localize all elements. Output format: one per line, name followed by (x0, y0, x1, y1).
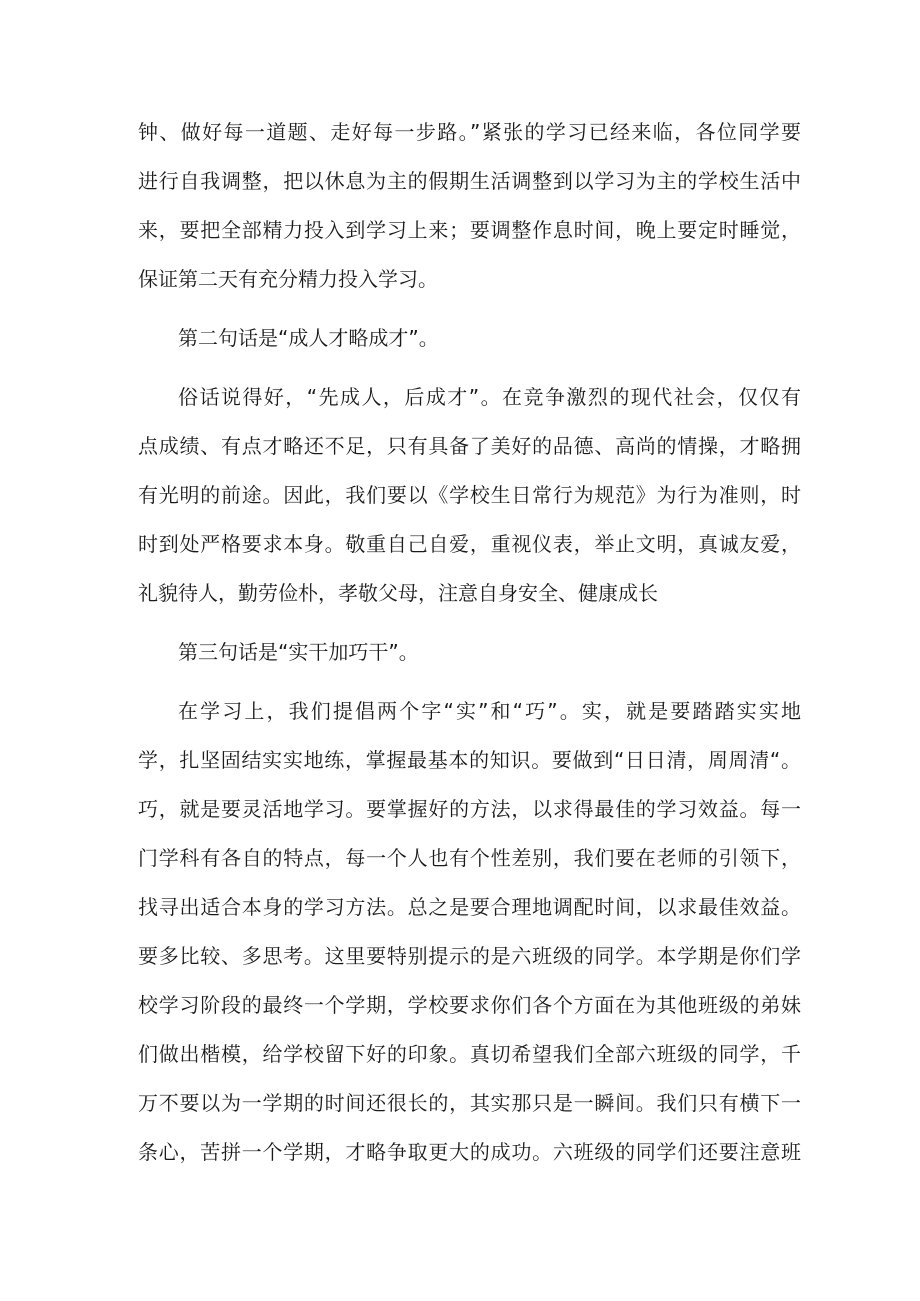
text-line: 学，扎坚固结实实地练，掌握最基本的知识。要做到“日日清，周周清“。 (138, 748, 801, 772)
text-line: 俗话说得好，“先成人，后成才”。在竞争激烈的现代社会，仅仅有 (178, 385, 801, 409)
text-line: 门学科有各自的特点，每一个人也有个性差别，我们要在老师的引领下， (138, 846, 801, 870)
paragraph (138, 314, 801, 363)
paragraph (138, 373, 801, 618)
text-line: 点成绩、有点才略还不足，只有具备了美好的品德、高尚的情操，才略拥 (138, 434, 801, 458)
text-line: 有光明的前途。因此，我们要以《学校生日常行为规范》为行为准则，时 (138, 483, 801, 507)
text-line: 条心，苦拼一个学期，才略争取更大的成功。六班级的同学们还要注意班 (138, 1140, 801, 1164)
text-line: 钟、做好每一道题、走好每一步路。”紧张的学习已经来临，各位同学要 (138, 120, 801, 144)
text-line: 校学习阶段的最终一个学期，学校要求你们各个方面在为其他班级的弟妹 (138, 993, 801, 1017)
text-line: 来，要把全部精力投入到学习上来；要调整作息时间，晚上要定时睡觉， (138, 218, 801, 242)
text-line: 找寻出适合本身的学习方法。总之是要合理地调配时间，以求最佳效益。 (138, 895, 801, 919)
paragraph (138, 687, 801, 1177)
text-line: 礼貌待人，勤劳俭朴，孝敬父母，注意自身安全、健康成长 (138, 581, 658, 605)
paragraph (138, 628, 801, 677)
text-line: 进行自我调整，把以休息为主的假期生活调整到以学习为主的学校生活中 (138, 169, 801, 193)
text-line: 万不要以为一学期的时间还很长的，其实那只是一瞬间。我们只有横下一 (138, 1091, 801, 1115)
paragraph (138, 108, 801, 304)
text-line: 巧，就是要灵活地学习。要掌握好的方法，以求得最佳的学习效益。每一 (138, 797, 801, 821)
text-line: 要多比较、多思考。这里要特别提示的是六班级的同学。本学期是你们学 (138, 944, 801, 968)
text-line: 保证第二天有充分精力投入学习。 (138, 267, 438, 291)
text-line: 第三句话是“实干加巧干”。 (178, 640, 419, 664)
text-line: 在学习上，我们提倡两个字“实”和“巧”。实，就是要踏踏实实地 (178, 699, 801, 723)
document-body (138, 108, 801, 1187)
text-line: 们做出楷模，给学校留下好的印象。真切希望我们全部六班级的同学，千 (138, 1042, 801, 1066)
text-line: 第二句话是“成人才略成才”。 (178, 326, 439, 350)
text-line: 时到处严格要求本身。敬重自己自爱，重视仪表，举止文明，真诚友爱， (138, 532, 801, 556)
